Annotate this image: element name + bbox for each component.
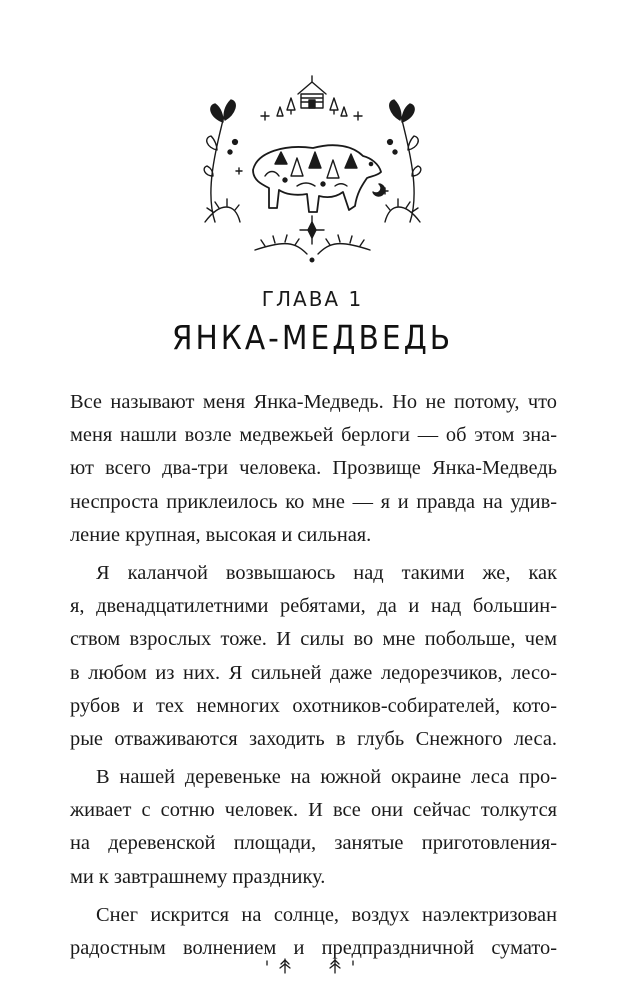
paragraph: [70, 386, 557, 552]
chapter-label: ГЛАВА 1: [261, 287, 364, 311]
text-line: я, двенадцатилетними ребятами, да и над большин-: [70, 595, 557, 618]
text-line: Снег искрится на солнце, воздух наэлектризован: [96, 903, 557, 926]
text-line: рубов и тех немногих охотников-собирателей, кото-: [70, 694, 557, 717]
text-line: В нашей деревеньке на южной окраине леса про-: [96, 766, 557, 789]
text-line: ми к завтрашнему празднику.: [70, 865, 326, 888]
text-line: ством взрослых тоже. И силы во мне побольше, чем: [70, 628, 557, 651]
text-line: Я каланчой возвышаюсь над такими же, как: [96, 561, 557, 584]
chapter-title: ЯНКА-МЕДВЕДЬ: [171, 318, 454, 357]
text-line: меня нашли возле медвежьей берлоги — об этом зна-: [70, 424, 557, 447]
paragraph: [70, 557, 557, 756]
text-line: ление крупная, высокая и сильная.: [70, 523, 372, 546]
text-line: радостным волнением и предпраздничной сумато-: [70, 937, 557, 959]
text-line: в любом из них. Я сильней даже ледорезчиков, лесо-: [70, 661, 557, 684]
text-line: рые отваживаются заходить в глубь Снежного леса.: [70, 727, 557, 750]
text-line: ют всего два-три человека. Прозвище Янка-Медведь: [70, 457, 557, 480]
text-line: на деревенской площади, занятые приготовления-: [70, 832, 557, 855]
text-line: живает с сотню человек. И все они сейчас толкутся: [70, 799, 557, 822]
paragraph: [70, 761, 557, 894]
text-line: неспроста приклеилось ко мне — я и правда на удив-: [70, 490, 557, 513]
chapter-body: [70, 386, 557, 965]
tree-ornament-icon: [255, 955, 365, 977]
text-line: Все называют меня Янка-Медведь. Но не потому, что: [70, 391, 557, 413]
bear-forest-ornament-icon: [195, 72, 430, 277]
